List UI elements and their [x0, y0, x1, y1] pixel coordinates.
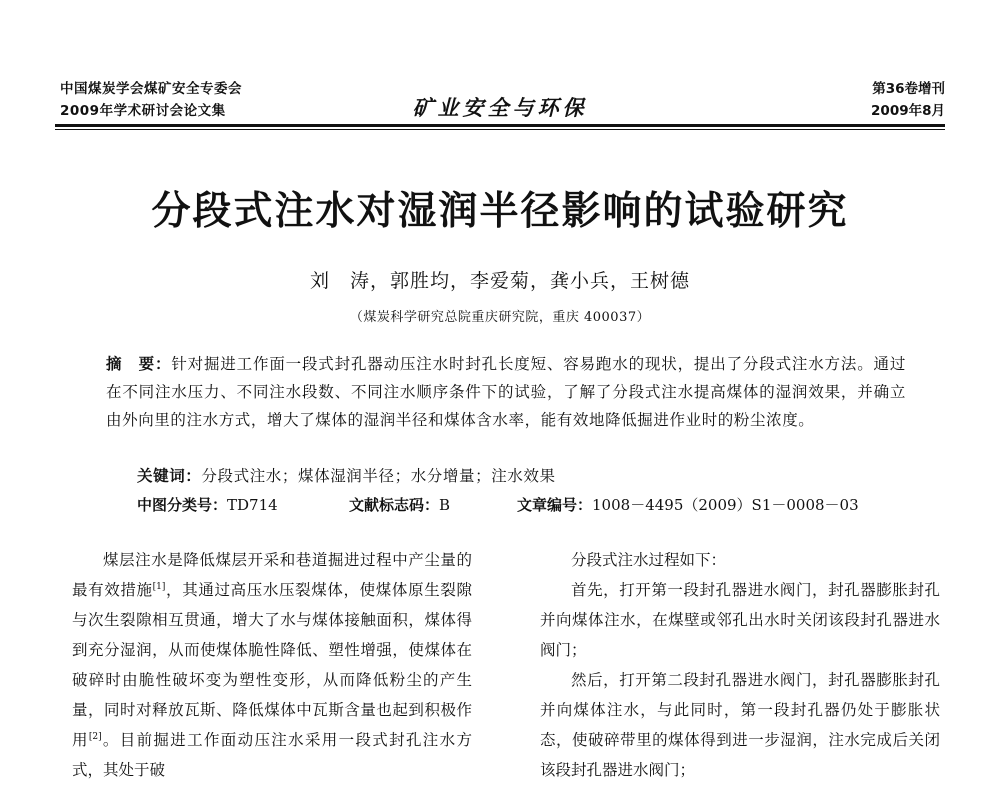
body-column-right: [540, 545, 940, 785]
date-line: 2009年8月: [871, 103, 945, 119]
body-paragraph: 首先，打开第一段封孔器进水阀门，封孔器膨胀封孔并向煤体注水，在煤壁或邻孔出水时关闭该段封孔器进水阀门；: [540, 581, 940, 659]
conference-line-1: 中国煤炭学会煤矿安全专委会: [60, 81, 242, 97]
body-column-left: [72, 545, 472, 785]
body-text: ，其通过高压水压裂煤体，使煤体原生裂隙与次生裂隙相互贯通，增大了水与煤体接触面积，煤体得到充分湿润，从而使煤体脆性降低、塑性增强，使煤体在破碎时由脆性破坏变为塑性变形，从而降低粉尘的产生量，同时对释放瓦斯、降低煤体中瓦斯含量也起到积极作用: [72, 581, 472, 749]
conference-line-2: 2009年学术研讨会论文集: [60, 103, 226, 119]
abstract-label: 摘 要：: [106, 355, 172, 373]
journal-name: 矿业安全与环保: [412, 95, 588, 120]
citation-ref: [2]: [88, 731, 102, 742]
volume-line: 第36卷增刊: [872, 81, 945, 97]
header-rule-thin: [55, 129, 945, 130]
body-text: 。目前掘进工作面动压注水采用一段式封孔注水方式，其处于破: [72, 731, 472, 779]
article-number: [517, 494, 859, 515]
body-paragraph: [72, 545, 472, 785]
keywords-label: 关键词：: [137, 467, 202, 485]
clc-label: 中图分类号：: [137, 496, 228, 514]
clc-code: [137, 494, 278, 515]
header-rule-thick: [55, 124, 945, 127]
article-label: 文章编号：: [517, 496, 593, 514]
author-list: 刘 涛，郭胜均，李爱菊，龚小兵，王树德: [309, 270, 690, 292]
conference-info: [60, 78, 242, 122]
citation-ref: [1]: [152, 581, 166, 592]
abstract-text: 针对掘进工作面一段式封孔器动压注水时封孔长度短、容易跑水的现状，提出了分段式注水方法。通过在不同注水压力、不同注水段数、不同注水顺序条件下的试验，了解了分段式注水提高煤体的湿润效果，并确立由外向里的注水方式，增大了煤体的湿润半径和煤体含水率，能有效地降低掘进作业时的粉尘浓度。: [106, 355, 906, 429]
document-code: [349, 494, 450, 515]
article-value: 1008－4495（2009）S1－0008－03: [592, 496, 859, 514]
keywords: [137, 464, 556, 486]
body-paragraph: 分段式注水过程如下：: [571, 551, 727, 569]
body-text: 煤层注水是降低煤层开采和巷道掘进过程中产尘量的最有效措施: [72, 551, 472, 599]
abstract: [106, 350, 906, 434]
affiliation: （煤炭科学研究总院重庆研究院，重庆 400037）: [349, 310, 651, 325]
doc-value: B: [439, 496, 451, 514]
doc-label: 文献标志码：: [349, 496, 440, 514]
clc-value: TD714: [227, 496, 278, 514]
paper-title: 分段式注水对湿润半径影响的试验研究: [151, 189, 849, 234]
keywords-text: 分段式注水；煤体湿润半径；水分增量；注水效果: [201, 467, 556, 485]
issue-info: [871, 78, 945, 122]
body-paragraph: 然后，打开第二段封孔器进水阀门，封孔器膨胀封孔并向煤体注水，与此同时，第一段封孔器仍处于膨胀状态，使破碎带里的煤体得到进一步湿润，注水完成后关闭该段封孔器进水阀门；: [540, 671, 940, 779]
